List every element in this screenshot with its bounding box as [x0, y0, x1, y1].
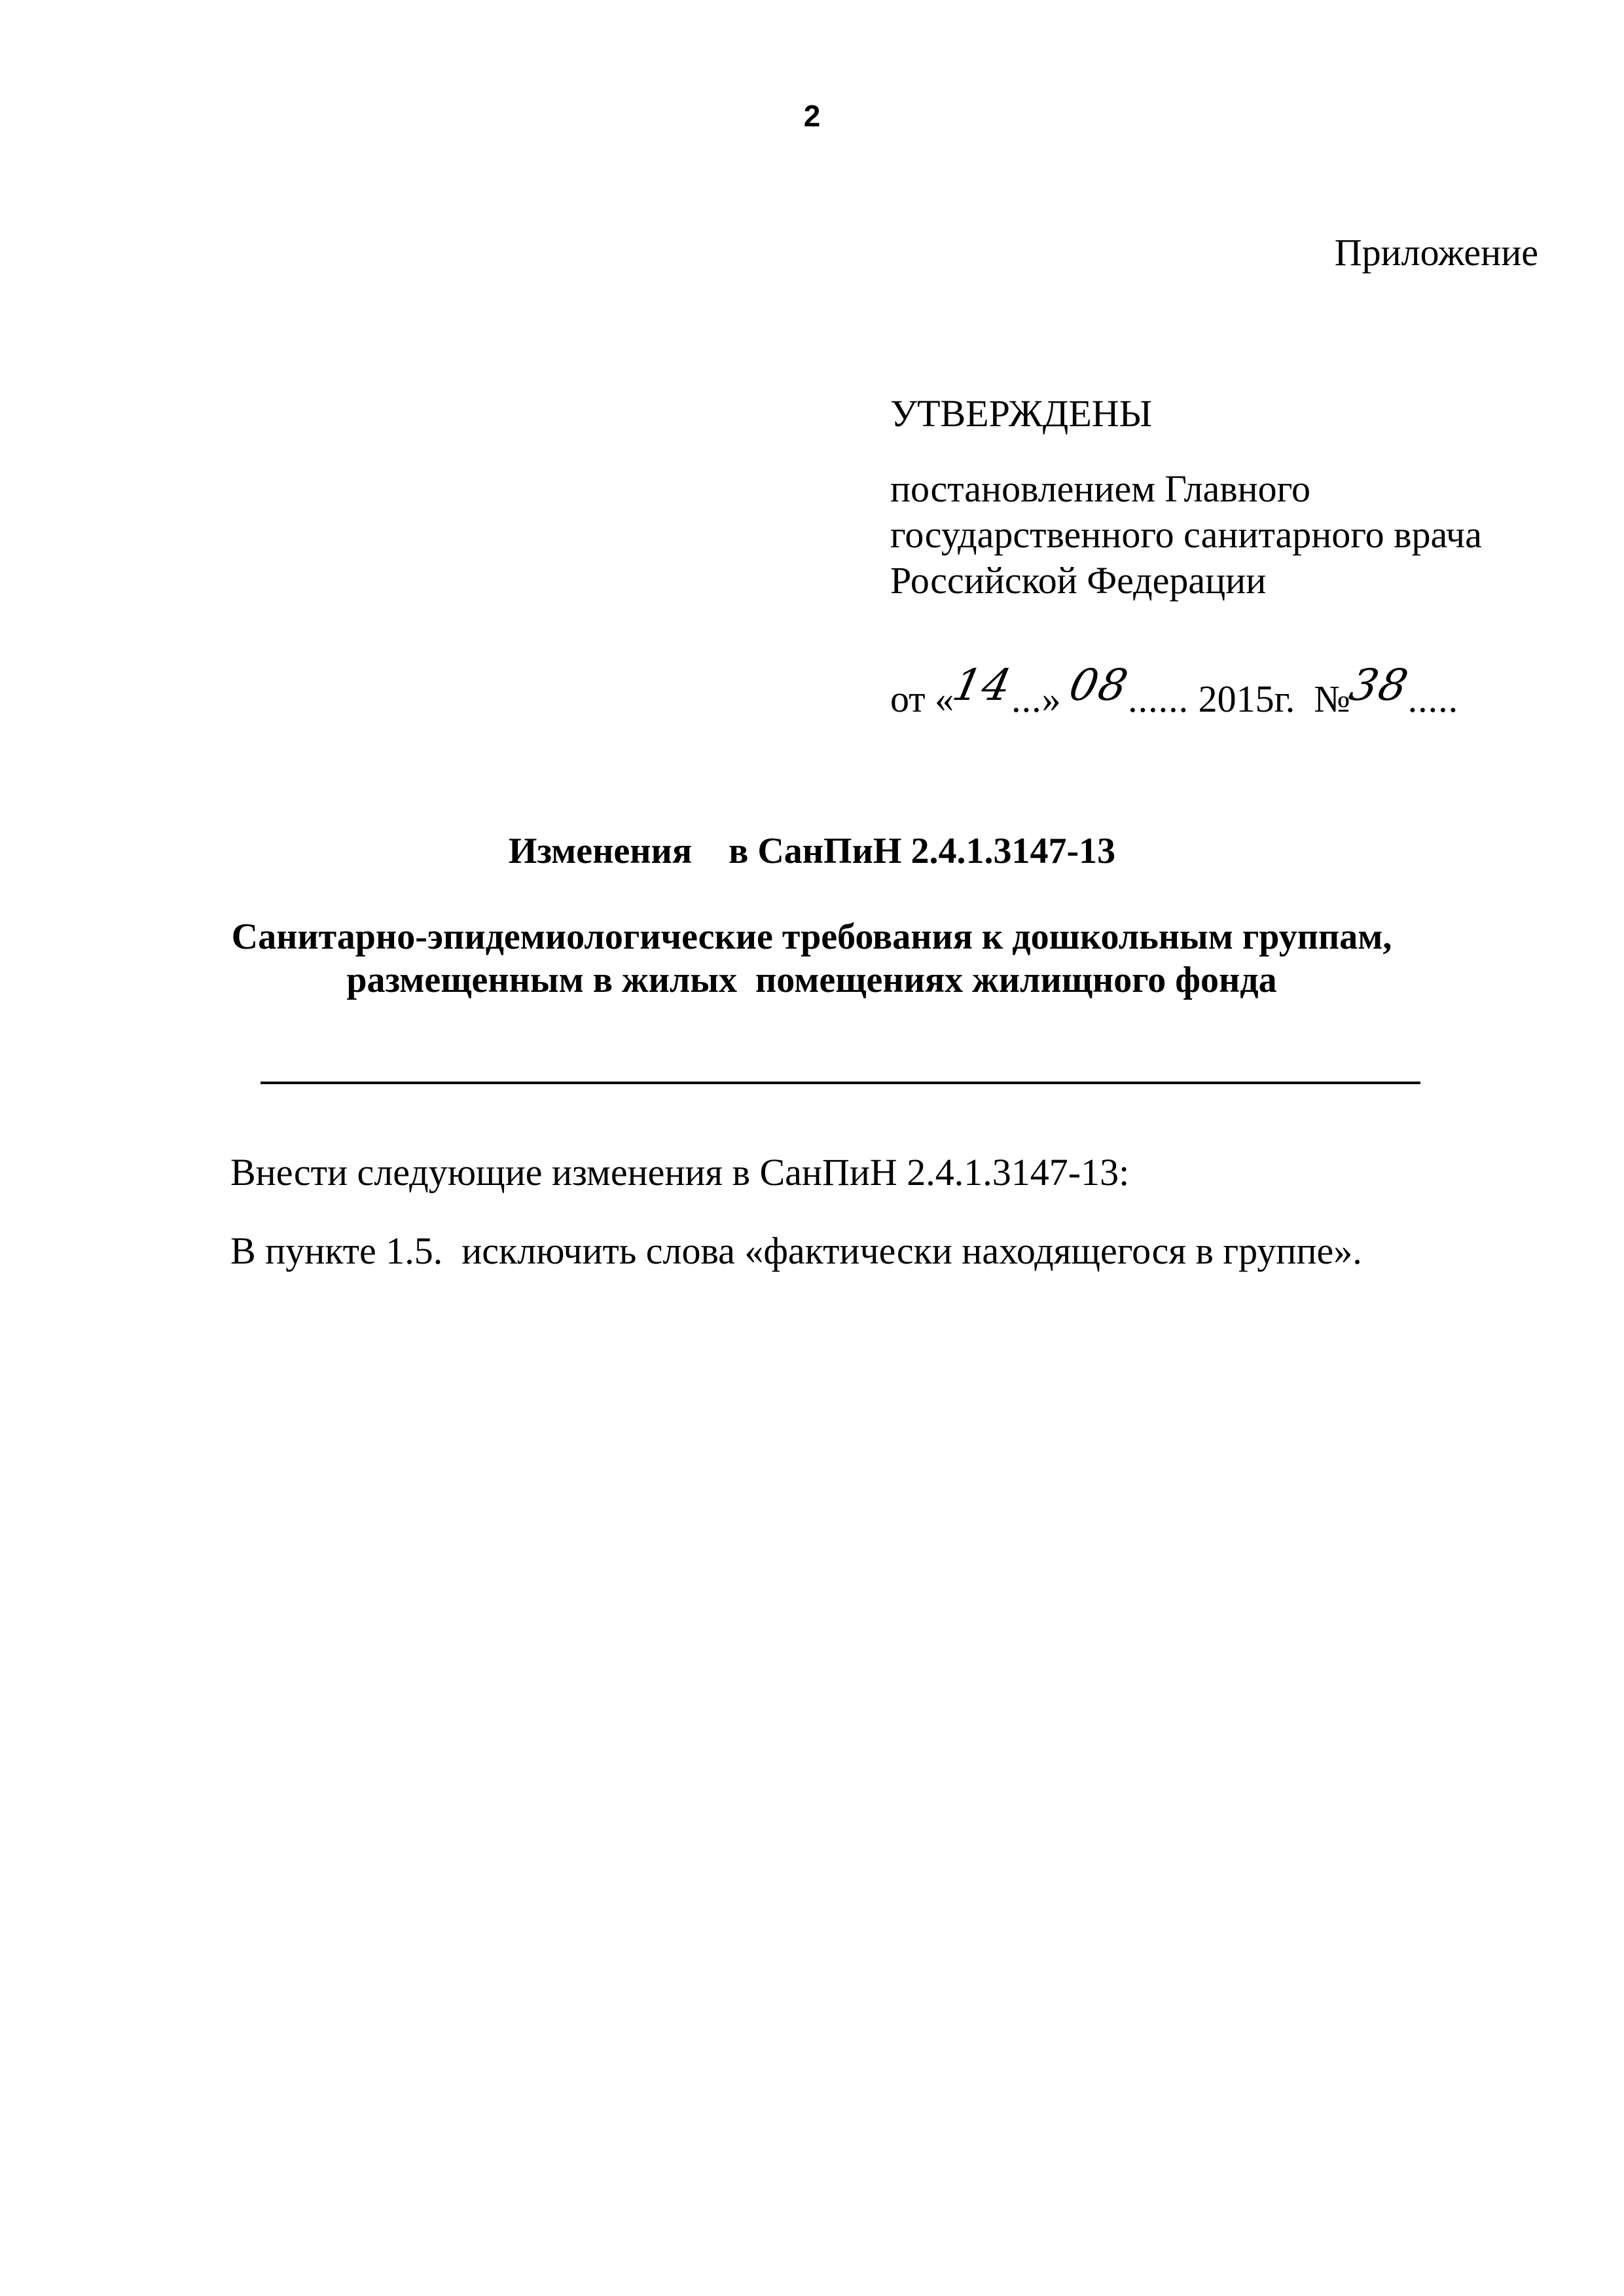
number-sign: №: [1295, 678, 1350, 720]
date-mid: »: [1041, 678, 1071, 720]
handwritten-number: 38: [1344, 660, 1413, 710]
approval-line: государственного санитарного врача: [890, 513, 1482, 556]
document-title: [131, 915, 1492, 1002]
approval-line: постановлением Главного: [890, 467, 1311, 510]
horizontal-rule: [261, 1082, 1420, 1084]
approval-block: [890, 390, 1545, 604]
approval-date-line: [890, 660, 1459, 722]
approval-line: Российской Федерации: [890, 559, 1267, 602]
approval-authority: [890, 466, 1545, 604]
changes-heading: Изменения в СанПиН 2.4.1.3147-13: [508, 831, 1116, 871]
date-prefix: от «: [890, 678, 954, 720]
month-dots: ......: [1128, 678, 1189, 720]
document-title-line: Санитарно-эпидемиологические требования к дошкольным группам,: [231, 917, 1392, 957]
body-paragraph-1: Внести следующие изменения в СанПиН 2.4.1.3147-13:: [230, 1151, 1130, 1194]
day-dots: ...: [1011, 678, 1042, 720]
document-title-line: размещенным в жилых помещениях жилищного фонда: [346, 960, 1277, 1000]
date-year: 2015г.: [1189, 678, 1295, 720]
number-dots: .....: [1407, 678, 1459, 720]
handwritten-day: 14: [948, 660, 1017, 710]
page-number: 2: [803, 99, 821, 133]
approval-title: УТВЕРЖДЕНЫ: [890, 392, 1153, 435]
appendix-label: Приложение: [1334, 231, 1538, 274]
body-paragraph-2: В пункте 1.5. исключить слова «фактически находящегося в группе».: [230, 1230, 1362, 1272]
handwritten-month: 08: [1065, 660, 1134, 710]
